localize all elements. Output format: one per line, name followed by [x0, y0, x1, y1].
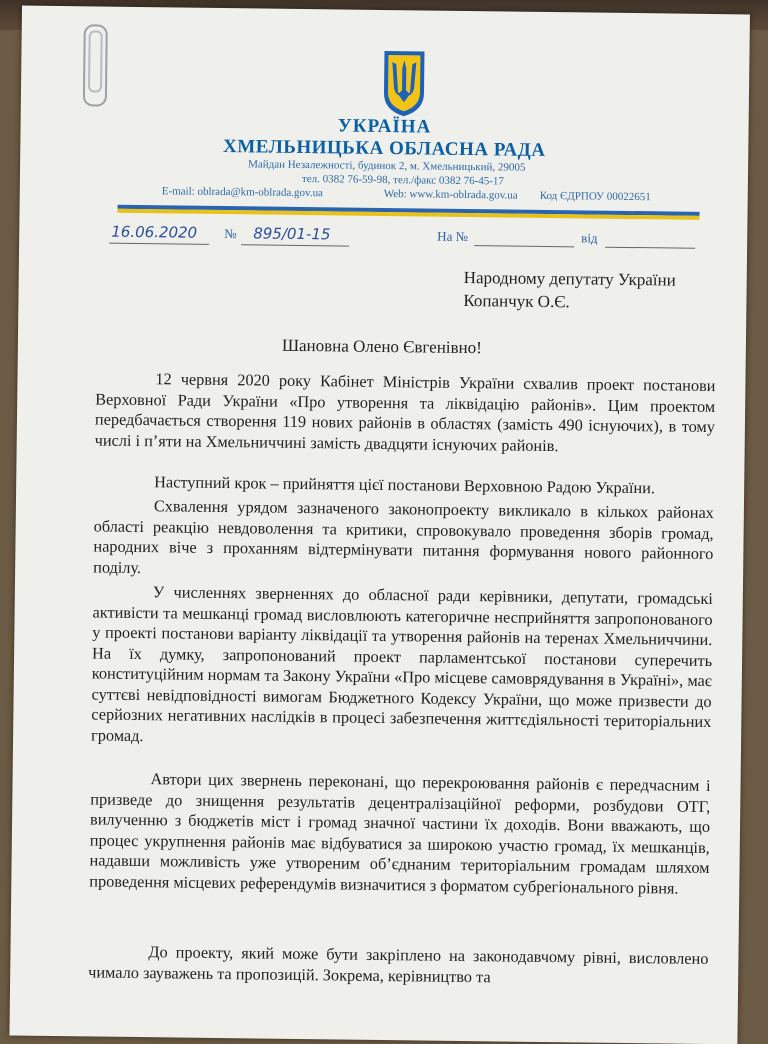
- web-text: Web: www.km-oblrada.gov.ua: [383, 187, 518, 202]
- paragraph-6: До проекту, який може бути закріплено на законодавчому рівні, висловлено чимало зауважень та пропозицій. Зокрема, керівництво та: [88, 942, 709, 986]
- address-line: Майдан Незалежності, будинок 2, м. Хмельницький, 29005: [248, 158, 526, 174]
- council-title: ХМЕЛЬНИЦЬКА ОБЛАСНА РАДА: [222, 136, 546, 161]
- outgoing-date: 16.06.2020: [111, 222, 198, 242]
- paragraph-3: Схвалення урядом зазначеного законопроекту викликало в кількох районах області реакцію невдоволення та критики, спровокувало проведення зборів громад, народних віче з проханням відтермінувати питання формування нового районного поділу.: [93, 496, 715, 577]
- date-underline: [109, 243, 209, 245]
- number-underline: [241, 244, 349, 246]
- paragraph-1: 12 червня 2020 року Кабінет Міністрів України схвалив проект постанови Верховної Ради України «Про утворення та ліквідацію районів». Цим проектом передбачається створення 119 нових районів в областях (замість 490 існуючих), в тому числі і п’яти на Хмельниччині замість двадцяти існуючих районів.: [94, 369, 716, 455]
- paperclip-inner: [88, 30, 103, 92]
- email-text: E-mail: oblrada@km-oblrada.gov.ua: [161, 185, 324, 200]
- reference-label: На №: [437, 228, 469, 245]
- from-underline: [605, 247, 695, 249]
- phone-line: тел. 0382 76-59-98, тел./факс 0382 76-45-17: [301, 172, 505, 188]
- edrpou-code: Код ЄДРПОУ 00022651: [539, 189, 651, 204]
- trident-emblem-icon: [379, 48, 430, 119]
- reference-underline: [474, 245, 574, 247]
- recipient-position: Народному депутату України: [463, 267, 676, 290]
- paragraph-5: Автори цих звернень переконані, що перекроювання районів є передчасним і призведе до знищення результатів децентралізаційної реформи, розбудови ОТГ, вилученню з бюджетів міст і громад значної частини їх доходів. Вони вважають, що процес укрупнення районів має відбуватися за широкою участю громад, їх мешканців, надавши можливість уже утвореним об’єднаним територіальним громадам шляхом проведення місцевих референдумів визначитися з форматом субрегіонального рівня.: [89, 769, 711, 898]
- paragraph-4: У численнях зверненнях до обласної ради керівники, депутати, громадські активісти та мешканці громад висловлюють категоричне несприйняття запропонованого у проекті постанови варіанту ліквідації та утворення районів на теренах Хмельниччини. На їх думку, запропонований проект парламентської постанови суперечить конституційним нормам та Закону України «Про місцеве самоврядування в Україні», має суттєві невідповідності вимогам Бюджетного Кодексу України, що може призвести до серйозних негативних наслідків в процесі забезпечення життєдіяльності територіальних громад.: [91, 582, 713, 745]
- outgoing-number: 895/01-15: [253, 224, 331, 244]
- country-title: УКРАЇНА: [337, 115, 432, 138]
- recipient-name: Копанчук О.Є.: [463, 290, 570, 312]
- letter-page: [9, 6, 750, 1044]
- paragraph-2: Наступний крок – прийняття цієї постанови Верховною Радою України.: [154, 472, 656, 498]
- from-label: від: [581, 230, 598, 246]
- greeting: Шановна Олено Євгенівно!: [281, 335, 482, 358]
- number-label: №: [224, 226, 237, 242]
